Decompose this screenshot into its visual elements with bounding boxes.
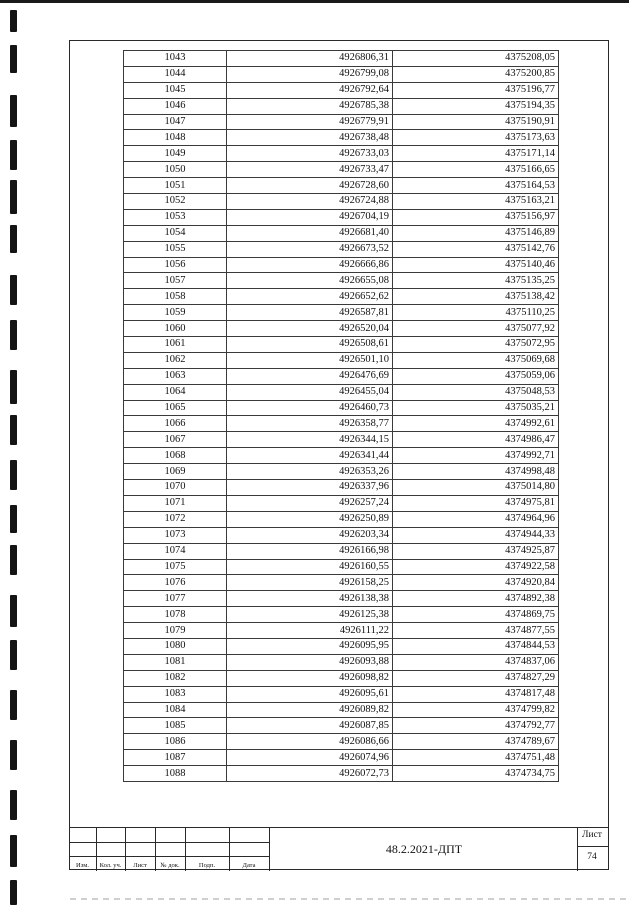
- table-row: [124, 495, 559, 511]
- table-row: [124, 178, 559, 194]
- table-row: [124, 368, 559, 384]
- point-number-cell: 1056: [124, 257, 227, 273]
- point-number-cell: 1055: [124, 241, 227, 257]
- point-number-cell: 1079: [124, 623, 227, 639]
- point-number-cell: 1066: [124, 416, 227, 432]
- binding-hole-mark: [10, 45, 17, 73]
- y-coordinate-cell: 4374892,38: [393, 591, 559, 607]
- table-row: [124, 51, 559, 67]
- table-row: [124, 654, 559, 670]
- scan-top-edge: [0, 0, 629, 3]
- point-number-cell: 1084: [124, 702, 227, 718]
- point-number-cell: 1081: [124, 654, 227, 670]
- point-number-cell: 1058: [124, 289, 227, 305]
- table-row: [124, 670, 559, 686]
- point-number-cell: 1073: [124, 527, 227, 543]
- table-row: [124, 225, 559, 241]
- coordinates-table: [123, 50, 559, 782]
- point-number-cell: 1077: [124, 591, 227, 607]
- coordinates-table-body: [124, 51, 559, 782]
- table-row: [124, 416, 559, 432]
- x-coordinate-cell: 4926166,98: [227, 543, 393, 559]
- table-row: [124, 66, 559, 82]
- y-coordinate-cell: 4374827,29: [393, 670, 559, 686]
- binding-hole-mark: [10, 790, 17, 820]
- table-row: [124, 543, 559, 559]
- sheet-number: 74: [587, 852, 597, 862]
- point-number-cell: 1087: [124, 750, 227, 766]
- x-coordinate-cell: 4926520,04: [227, 321, 393, 337]
- x-coordinate-cell: 4926095,95: [227, 638, 393, 654]
- stamp-row-line-2: [69, 856, 269, 857]
- y-coordinate-cell: 4375166,65: [393, 162, 559, 178]
- x-coordinate-cell: 4926738,48: [227, 130, 393, 146]
- table-row: [124, 607, 559, 623]
- binding-hole-mark: [10, 505, 17, 533]
- y-coordinate-cell: 4374817,48: [393, 686, 559, 702]
- y-coordinate-cell: 4374975,81: [393, 495, 559, 511]
- y-coordinate-cell: 4375110,25: [393, 305, 559, 321]
- point-number-cell: 1061: [124, 337, 227, 353]
- y-coordinate-cell: 4375035,21: [393, 400, 559, 416]
- table-row: [124, 82, 559, 98]
- y-coordinate-cell: 4375163,21: [393, 194, 559, 210]
- table-row: [124, 130, 559, 146]
- point-number-cell: 1047: [124, 114, 227, 130]
- x-coordinate-cell: 4926160,55: [227, 559, 393, 575]
- point-number-cell: 1083: [124, 686, 227, 702]
- table-row: [124, 464, 559, 480]
- table-row: [124, 591, 559, 607]
- point-number-cell: 1064: [124, 384, 227, 400]
- x-coordinate-cell: 4926666,86: [227, 257, 393, 273]
- point-number-cell: 1043: [124, 51, 227, 67]
- table-row: [124, 241, 559, 257]
- x-coordinate-cell: 4926652,62: [227, 289, 393, 305]
- x-coordinate-cell: 4926358,77: [227, 416, 393, 432]
- y-coordinate-cell: 4375077,92: [393, 321, 559, 337]
- point-number-cell: 1067: [124, 432, 227, 448]
- x-coordinate-cell: 4926341,44: [227, 448, 393, 464]
- y-coordinate-cell: 4374837,06: [393, 654, 559, 670]
- stamp-label-doc: № док.: [160, 862, 180, 869]
- y-coordinate-cell: 4375069,68: [393, 352, 559, 368]
- x-coordinate-cell: 4926704,19: [227, 209, 393, 225]
- binding-hole-mark: [10, 140, 17, 170]
- stamp-label-izm: Изм.: [76, 862, 89, 869]
- table-row: [124, 527, 559, 543]
- table-row: [124, 511, 559, 527]
- table-row: [124, 638, 559, 654]
- table-row: [124, 686, 559, 702]
- y-coordinate-cell: 4375194,35: [393, 98, 559, 114]
- point-number-cell: 1050: [124, 162, 227, 178]
- binding-hole-mark: [10, 880, 17, 905]
- x-coordinate-cell: 4926111,22: [227, 623, 393, 639]
- x-coordinate-cell: 4926250,89: [227, 511, 393, 527]
- binding-hole-mark: [10, 545, 17, 575]
- x-coordinate-cell: 4926799,08: [227, 66, 393, 82]
- stamp-label-list: Лист: [133, 862, 147, 869]
- x-coordinate-cell: 4926728,60: [227, 178, 393, 194]
- x-coordinate-cell: 4926587,81: [227, 305, 393, 321]
- binding-hole-mark: [10, 95, 17, 127]
- x-coordinate-cell: 4926460,73: [227, 400, 393, 416]
- y-coordinate-cell: 4374792,77: [393, 718, 559, 734]
- point-number-cell: 1051: [124, 178, 227, 194]
- table-row: [124, 352, 559, 368]
- point-number-cell: 1045: [124, 82, 227, 98]
- y-coordinate-cell: 4374925,87: [393, 543, 559, 559]
- x-coordinate-cell: 4926655,08: [227, 273, 393, 289]
- table-row: [124, 321, 559, 337]
- table-row: [124, 575, 559, 591]
- point-number-cell: 1086: [124, 734, 227, 750]
- document-number: 48.2.2021-ДПТ: [385, 842, 463, 856]
- y-coordinate-cell: 4374869,75: [393, 607, 559, 623]
- x-coordinate-cell: 4926344,15: [227, 432, 393, 448]
- x-coordinate-cell: 4926733,47: [227, 162, 393, 178]
- point-number-cell: 1072: [124, 511, 227, 527]
- binding-hole-mark: [10, 225, 17, 253]
- x-coordinate-cell: 4926087,85: [227, 718, 393, 734]
- point-number-cell: 1052: [124, 194, 227, 210]
- y-coordinate-cell: 4375190,91: [393, 114, 559, 130]
- y-coordinate-cell: 4375173,63: [393, 130, 559, 146]
- y-coordinate-cell: 4374986,47: [393, 432, 559, 448]
- table-row: [124, 448, 559, 464]
- table-row: [124, 273, 559, 289]
- x-coordinate-cell: 4926072,73: [227, 766, 393, 782]
- x-coordinate-cell: 4926681,40: [227, 225, 393, 241]
- point-number-cell: 1049: [124, 146, 227, 162]
- table-row: [124, 750, 559, 766]
- point-number-cell: 1082: [124, 670, 227, 686]
- table-row: [124, 146, 559, 162]
- x-coordinate-cell: 4926508,61: [227, 337, 393, 353]
- y-coordinate-cell: 4374922,58: [393, 559, 559, 575]
- binding-hole-mark: [10, 10, 17, 32]
- point-number-cell: 1044: [124, 66, 227, 82]
- point-number-cell: 1074: [124, 543, 227, 559]
- y-coordinate-cell: 4375164,53: [393, 178, 559, 194]
- table-row: [124, 98, 559, 114]
- x-coordinate-cell: 4926093,88: [227, 654, 393, 670]
- x-coordinate-cell: 4926476,69: [227, 368, 393, 384]
- binding-holes: [6, 0, 24, 905]
- table-row: [124, 114, 559, 130]
- binding-hole-mark: [10, 370, 17, 404]
- point-number-cell: 1070: [124, 480, 227, 496]
- binding-hole-mark: [10, 640, 17, 670]
- y-coordinate-cell: 4375171,14: [393, 146, 559, 162]
- table-row: [124, 480, 559, 496]
- stamp-label-kolvo: Кол. уч.: [99, 862, 122, 869]
- point-number-cell: 1057: [124, 273, 227, 289]
- table-row: [124, 162, 559, 178]
- x-coordinate-cell: 4926806,31: [227, 51, 393, 67]
- x-coordinate-cell: 4926779,91: [227, 114, 393, 130]
- binding-hole-mark: [10, 415, 17, 445]
- point-number-cell: 1054: [124, 225, 227, 241]
- binding-hole-mark: [10, 690, 17, 720]
- table-row: [124, 559, 559, 575]
- y-coordinate-cell: 4374998,48: [393, 464, 559, 480]
- table-row: [124, 289, 559, 305]
- x-coordinate-cell: 4926353,26: [227, 464, 393, 480]
- y-coordinate-cell: 4375014,80: [393, 480, 559, 496]
- x-coordinate-cell: 4926733,03: [227, 146, 393, 162]
- y-coordinate-cell: 4375140,46: [393, 257, 559, 273]
- x-coordinate-cell: 4926089,82: [227, 702, 393, 718]
- table-row: [124, 305, 559, 321]
- binding-hole-mark: [10, 275, 17, 305]
- y-coordinate-cell: 4374920,84: [393, 575, 559, 591]
- x-coordinate-cell: 4926098,82: [227, 670, 393, 686]
- table-row: [124, 718, 559, 734]
- table-row: [124, 400, 559, 416]
- table-row: [124, 209, 559, 225]
- x-coordinate-cell: 4926257,24: [227, 495, 393, 511]
- y-coordinate-cell: 4374877,55: [393, 623, 559, 639]
- y-coordinate-cell: 4374992,61: [393, 416, 559, 432]
- point-number-cell: 1059: [124, 305, 227, 321]
- x-coordinate-cell: 4926337,96: [227, 480, 393, 496]
- y-coordinate-cell: 4374799,82: [393, 702, 559, 718]
- point-number-cell: 1076: [124, 575, 227, 591]
- point-number-cell: 1088: [124, 766, 227, 782]
- binding-hole-mark: [10, 835, 17, 867]
- point-number-cell: 1065: [124, 400, 227, 416]
- x-coordinate-cell: 4926125,38: [227, 607, 393, 623]
- binding-hole-mark: [10, 320, 17, 350]
- table-row: [124, 337, 559, 353]
- table-row: [124, 194, 559, 210]
- table-row: [124, 734, 559, 750]
- y-coordinate-cell: 4374789,67: [393, 734, 559, 750]
- point-number-cell: 1071: [124, 495, 227, 511]
- table-row: [124, 702, 559, 718]
- x-coordinate-cell: 4926203,34: [227, 527, 393, 543]
- binding-hole-mark: [10, 180, 17, 214]
- point-number-cell: 1062: [124, 352, 227, 368]
- point-number-cell: 1068: [124, 448, 227, 464]
- point-number-cell: 1075: [124, 559, 227, 575]
- y-coordinate-cell: 4375156,97: [393, 209, 559, 225]
- x-coordinate-cell: 4926086,66: [227, 734, 393, 750]
- y-coordinate-cell: 4375208,05: [393, 51, 559, 67]
- point-number-cell: 1046: [124, 98, 227, 114]
- stamp-sheet-line: [577, 846, 609, 847]
- x-coordinate-cell: 4926724,88: [227, 194, 393, 210]
- table-row: [124, 384, 559, 400]
- x-coordinate-cell: 4926095,61: [227, 686, 393, 702]
- y-coordinate-cell: 4374734,75: [393, 766, 559, 782]
- stamp-label-podp: Подп.: [198, 862, 216, 869]
- y-coordinate-cell: 4375048,53: [393, 384, 559, 400]
- x-coordinate-cell: 4926138,38: [227, 591, 393, 607]
- point-number-cell: 1063: [124, 368, 227, 384]
- title-block: [69, 827, 609, 870]
- point-number-cell: 1085: [124, 718, 227, 734]
- y-coordinate-cell: 4374964,96: [393, 511, 559, 527]
- x-coordinate-cell: 4926158,25: [227, 575, 393, 591]
- y-coordinate-cell: 4374992,71: [393, 448, 559, 464]
- y-coordinate-cell: 4375200,85: [393, 66, 559, 82]
- y-coordinate-cell: 4374751,48: [393, 750, 559, 766]
- stamp-label-data: Дата: [242, 862, 256, 869]
- y-coordinate-cell: 4374944,33: [393, 527, 559, 543]
- y-coordinate-cell: 4375196,77: [393, 82, 559, 98]
- x-coordinate-cell: 4926501,10: [227, 352, 393, 368]
- x-coordinate-cell: 4926673,52: [227, 241, 393, 257]
- x-coordinate-cell: 4926074,96: [227, 750, 393, 766]
- table-row: [124, 257, 559, 273]
- y-coordinate-cell: 4374844,53: [393, 638, 559, 654]
- sheet-label: Лист: [582, 830, 602, 840]
- table-row: [124, 766, 559, 782]
- table-row: [124, 432, 559, 448]
- table-row: [124, 623, 559, 639]
- point-number-cell: 1048: [124, 130, 227, 146]
- point-number-cell: 1078: [124, 607, 227, 623]
- stamp-row-line-1: [69, 842, 269, 843]
- y-coordinate-cell: 4375142,76: [393, 241, 559, 257]
- binding-hole-mark: [10, 740, 17, 770]
- y-coordinate-cell: 4375138,42: [393, 289, 559, 305]
- binding-hole-mark: [10, 460, 17, 490]
- point-number-cell: 1080: [124, 638, 227, 654]
- y-coordinate-cell: 4375072,95: [393, 337, 559, 353]
- point-number-cell: 1069: [124, 464, 227, 480]
- point-number-cell: 1060: [124, 321, 227, 337]
- y-coordinate-cell: 4375135,25: [393, 273, 559, 289]
- x-coordinate-cell: 4926792,64: [227, 82, 393, 98]
- x-coordinate-cell: 4926785,38: [227, 98, 393, 114]
- y-coordinate-cell: 4375146,89: [393, 225, 559, 241]
- y-coordinate-cell: 4375059,06: [393, 368, 559, 384]
- scan-bottom-noise: [70, 898, 629, 900]
- binding-hole-mark: [10, 595, 17, 627]
- point-number-cell: 1053: [124, 209, 227, 225]
- x-coordinate-cell: 4926455,04: [227, 384, 393, 400]
